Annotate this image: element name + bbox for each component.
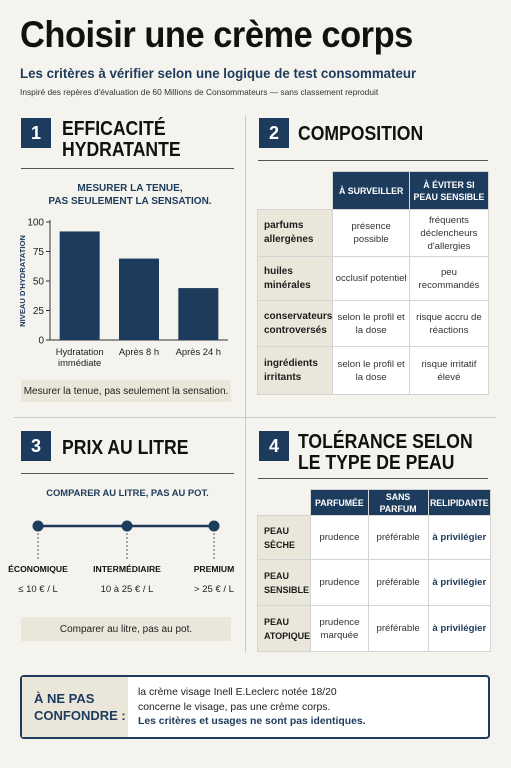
tier-name-economique: ÉCONOMIQUE	[8, 564, 68, 574]
tolerance-cell: prudence	[311, 560, 368, 606]
warning-text-line3: Les critères et usages ne sont pas identiques.	[138, 716, 366, 727]
tolerance-row-label: PEAU ATOPIQUE	[258, 606, 311, 652]
price-scale	[20, 515, 235, 561]
section1-title-line2: HYDRATANTE	[62, 139, 181, 161]
section1-note: Mesurer la tenue, pas seulement la sensation.	[21, 380, 231, 402]
section3-title: PRIX AU LITRE	[62, 437, 189, 459]
price-scale-dot-premium	[209, 521, 220, 532]
tolerance-corner	[258, 490, 311, 516]
composition-cell: risque accru de réactions	[409, 301, 488, 347]
composition-corner	[258, 172, 333, 210]
x-tick-label: immédiate	[58, 357, 102, 368]
composition-cell: selon le profil et la dose	[333, 301, 410, 347]
bar-1	[60, 231, 100, 340]
tolerance-cell: préférable	[368, 516, 428, 560]
warning-text	[138, 686, 366, 730]
x-tick-label: Après 24 h	[175, 346, 222, 357]
composition-cell: risque irritatif élevé	[409, 347, 488, 395]
tolerance-header-sans-parfum: SANS PARFUM	[368, 490, 428, 516]
source-note: Inspiré des repères d'évaluation de 60 Millions de Consommateurs — sans classement reproduit	[20, 87, 379, 97]
composition-table	[257, 171, 489, 395]
composition-cell: selon le profil et la dose	[333, 347, 410, 395]
tier-name-premium: PREMIUM	[193, 564, 235, 574]
tolerance-row-label: PEAU SÈCHE	[258, 516, 311, 560]
tier-name-intermediaire: INTERMÉDIAIRE	[93, 564, 161, 574]
section4-title	[298, 432, 473, 474]
hydration-bar-chart	[16, 210, 238, 375]
composition-row-label: conservateurs controversés	[258, 301, 333, 347]
y-tick-label: 0	[38, 335, 44, 347]
horizontal-divider	[14, 417, 496, 418]
warning-callout	[20, 675, 490, 739]
y-tick-label: 75	[32, 247, 44, 258]
bar-2	[119, 259, 159, 340]
tolerance-row-label: PEAU SENSIBLE	[258, 560, 311, 606]
chart-title-line1: MESURER LA TENUE,	[77, 183, 183, 194]
y-tick-label: 25	[32, 306, 44, 317]
tolerance-cell-recommended: à privilégier	[428, 516, 490, 560]
section4-number: 4	[259, 431, 289, 461]
composition-cell: occlusif potentiel	[333, 257, 410, 301]
section1-title-line1: EFFICACITÉ	[62, 118, 166, 140]
warning-text-line1: la crème visage Inell E.Leclerc notée 18/20	[138, 687, 337, 698]
section2-title: COMPOSITION	[298, 123, 424, 145]
composition-cell: peu recommandés	[409, 257, 488, 301]
section2-rule	[258, 160, 488, 161]
section3-rule	[21, 473, 234, 474]
tolerance-cell: prudence marquée	[311, 606, 368, 652]
composition-row-label: parfums allergènes	[258, 210, 333, 257]
section2-number: 2	[259, 118, 289, 148]
chart-title-line2: PAS SEULEMENT LA SENSATION.	[48, 196, 212, 207]
section4-title-line1: TOLÉRANCE SELON	[298, 431, 473, 453]
x-tick-label: Hydratation	[55, 346, 104, 357]
bar-3	[178, 288, 218, 340]
y-tick-label: 50	[32, 276, 44, 288]
y-axis-label: NIVEAU D'HYDRATATION	[18, 235, 27, 327]
tolerance-cell-recommended: à privilégier	[428, 560, 490, 606]
price-scale-title: COMPARER AU LITRE, PAS AU POT.	[46, 487, 209, 498]
composition-header-surveiller: À SURVEILLER	[333, 172, 410, 210]
section4-title-line2: LE TYPE DE PEAU	[298, 452, 455, 474]
chart-title	[30, 182, 230, 208]
section1-rule	[21, 168, 234, 169]
tolerance-cell: préférable	[368, 606, 428, 652]
skin-tolerance-table	[257, 489, 491, 652]
tier-value-premium: > 25 € / L	[194, 584, 234, 595]
tolerance-cell: préférable	[368, 560, 428, 606]
composition-row-label: ingrédients irritants	[258, 347, 333, 395]
composition-header-eviter: À ÉVITER SI PEAU SENSIBLE	[409, 172, 488, 210]
tolerance-header-relipidante: RELIPIDANTE	[428, 490, 490, 516]
composition-cell: fréquents déclencheurs d'allergies	[409, 210, 488, 257]
price-scale-dot-economique	[33, 521, 44, 532]
section3-number: 3	[21, 431, 51, 461]
page-subtitle: Les critères à vérifier selon une logique de test consommateur	[20, 65, 417, 81]
page-title: Choisir une crème corps	[20, 14, 413, 55]
warning-label-line1: À NE PAS	[34, 691, 95, 706]
y-tick-label: 100	[27, 217, 44, 229]
price-scale-dot-intermediaire	[122, 521, 133, 532]
tolerance-cell-recommended: à privilégier	[428, 606, 490, 652]
warning-label	[22, 677, 128, 737]
composition-cell: présence possible	[333, 210, 410, 257]
section3-note: Comparer au litre, pas au pot.	[21, 617, 231, 641]
tolerance-cell: prudence	[311, 516, 368, 560]
section1-title	[62, 119, 181, 161]
tolerance-header-parfumee: PARFUMÉE	[311, 490, 368, 516]
warning-label-line2: CONFONDRE :	[34, 708, 126, 723]
section1-number: 1	[21, 118, 51, 148]
x-tick-label: Après 8 h	[118, 346, 160, 357]
tier-value-economique: ≤ 10 € / L	[18, 584, 58, 595]
section4-rule	[258, 478, 488, 479]
composition-row-label: huiles minérales	[258, 257, 333, 301]
tier-value-intermediaire: 10 à 25 € / L	[100, 584, 154, 595]
warning-text-line2: concerne le visage, pas une crème corps.	[138, 701, 331, 713]
